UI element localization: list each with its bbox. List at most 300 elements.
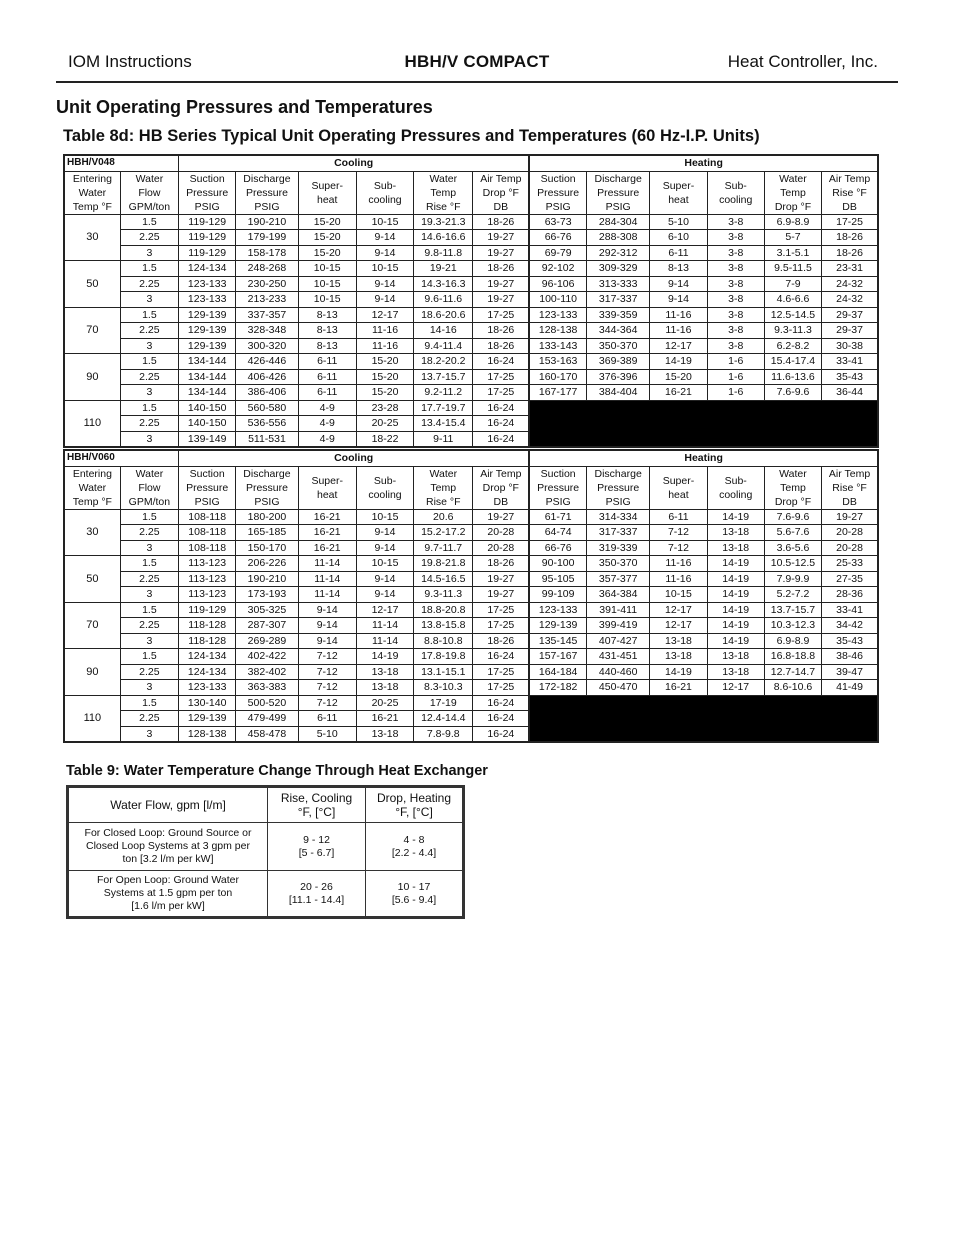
table-cell: 13-18 <box>707 664 764 680</box>
table-cell: 18-26 <box>473 323 529 339</box>
table-cell: 13-18 <box>707 525 764 541</box>
table-cell: 124-134 <box>179 261 236 277</box>
header-line: Suction <box>540 467 576 480</box>
table-cell: 3.1-5.1 <box>764 245 821 261</box>
table-cell: 33-41 <box>822 354 878 370</box>
entering-water-temp: 70 <box>64 602 120 649</box>
table-cell: 17-25 <box>473 307 529 323</box>
table-cell: 123-133 <box>529 602 586 618</box>
table-cell: 1.5 <box>120 602 178 618</box>
table-cell: 3.6-5.6 <box>764 540 821 556</box>
column-header-suction <box>179 171 236 214</box>
table-cell: 11-16 <box>650 307 707 323</box>
table-cell: 18-26 <box>822 230 878 246</box>
table-cell: 3-8 <box>707 230 764 246</box>
table-9-header-cell <box>68 787 268 823</box>
table-cell: 2.25 <box>120 618 178 634</box>
table-cell: 13-18 <box>650 633 707 649</box>
table-cell: 357-377 <box>587 571 650 587</box>
table-cell: 511-531 <box>236 431 298 447</box>
table-cell: 450-470 <box>587 680 650 696</box>
column-header-air_rise <box>822 466 878 509</box>
header-line: Suction <box>189 467 225 480</box>
column-header-superheat <box>650 171 707 214</box>
header-line: PSIG <box>194 200 220 213</box>
header-line: For Closed Loop: Ground Source or <box>84 827 252 839</box>
table-cell: 431-451 <box>587 649 650 665</box>
table-cell: 9-14 <box>650 292 707 308</box>
table-cell: 20-25 <box>356 695 413 711</box>
table-cell: 69-79 <box>529 245 586 261</box>
header-line: Temp °F <box>72 495 112 508</box>
header-line: Drop °F <box>774 200 812 213</box>
header-line: Discharge <box>243 467 291 480</box>
table-cell: 10.3-12.3 <box>764 618 821 634</box>
header-line: [5.6 - 9.4] <box>391 893 437 906</box>
table-cell: 16.8-18.8 <box>764 649 821 665</box>
table-row <box>64 323 878 339</box>
table-cell: 108-118 <box>179 540 236 556</box>
table-row <box>64 214 878 230</box>
table-cell: 19-27 <box>822 509 878 525</box>
table-cell: 9.6-11.6 <box>414 292 473 308</box>
table-cell: 12-17 <box>650 602 707 618</box>
table-cell: 20.6 <box>414 509 473 525</box>
table-cell: 3 <box>120 587 178 603</box>
header-line: Water <box>135 172 164 185</box>
header-line: Discharge <box>594 172 642 185</box>
table-cell: 350-370 <box>587 556 650 572</box>
entering-water-temp: 30 <box>64 509 120 556</box>
column-header-row <box>64 466 878 509</box>
table-cell: 13.4-15.4 <box>414 416 473 432</box>
table-cell: 14-16 <box>414 323 473 339</box>
table-cell: 6.9-8.9 <box>764 214 821 230</box>
table-cell: 140-150 <box>179 400 236 416</box>
table-cell: 9.2-11.2 <box>414 385 473 401</box>
table-cell: 20-28 <box>473 525 529 541</box>
table-cell: 12.4-14.4 <box>414 711 473 727</box>
column-header-entering_water <box>64 466 120 509</box>
table-row <box>64 649 878 665</box>
table-row <box>64 261 878 277</box>
header-line: PSIG <box>254 495 280 508</box>
table-cell: 376-396 <box>587 369 650 385</box>
table-cell: 314-334 <box>587 509 650 525</box>
header-line: Water <box>779 467 807 480</box>
table-cell: 29-37 <box>822 307 878 323</box>
table-cell: 13.7-15.7 <box>764 602 821 618</box>
header-line: °F, [°C] <box>395 805 433 819</box>
table-cell: 27-35 <box>822 571 878 587</box>
table-cell: 10-15 <box>650 587 707 603</box>
table-cell: 8-13 <box>298 323 356 339</box>
header-line: DB <box>493 200 509 213</box>
table-cell: 23-31 <box>822 261 878 277</box>
table-cell: 9-14 <box>356 525 413 541</box>
table-cell: 38-46 <box>822 649 878 665</box>
header-line: Flow <box>138 186 161 199</box>
header-line: DB <box>842 495 857 508</box>
table-cell: 13-18 <box>356 680 413 696</box>
table-cell: 1.5 <box>120 307 178 323</box>
table-cell: 9-14 <box>298 633 356 649</box>
table-cell: 382-402 <box>236 664 298 680</box>
table-cell: 19-27 <box>473 245 529 261</box>
header-line: DB <box>842 200 857 213</box>
table-cell: 19.3-21.3 <box>414 214 473 230</box>
table-cell: 11-16 <box>356 323 413 339</box>
table-cell: 128-138 <box>529 323 586 339</box>
entering-water-temp: 90 <box>64 649 120 696</box>
table-cell: 64-74 <box>529 525 586 541</box>
table-group-header-row <box>64 155 878 171</box>
table-cell: 119-129 <box>179 230 236 246</box>
header-line: PSIG <box>194 495 220 508</box>
table-cell: 1-6 <box>707 369 764 385</box>
table-cell: 16-24 <box>473 649 529 665</box>
table-cell: 134-144 <box>179 354 236 370</box>
table-cell: 4-9 <box>298 400 356 416</box>
header-line: Rise °F <box>425 495 461 508</box>
table-cell: 364-384 <box>587 587 650 603</box>
table-cell: 14-19 <box>650 664 707 680</box>
table-cell: 20-28 <box>822 525 878 541</box>
header-line: Drop °F <box>482 481 519 494</box>
table-cell: 3-8 <box>707 292 764 308</box>
table-cell: 13-18 <box>707 649 764 665</box>
header-line: Air Temp <box>828 467 871 480</box>
table-cell: 6-11 <box>298 354 356 370</box>
table-cell: 11-14 <box>298 571 356 587</box>
table-cell: 11-16 <box>650 571 707 587</box>
table-cell: 19-27 <box>473 509 529 525</box>
column-header-discharge <box>236 171 298 214</box>
table-cell: 14-19 <box>707 509 764 525</box>
table-cell: 19-27 <box>473 276 529 292</box>
table-cell: 305-325 <box>236 602 298 618</box>
table-cell: 3-8 <box>707 338 764 354</box>
table-cell: 1-6 <box>707 385 764 401</box>
table-cell: 113-123 <box>179 571 236 587</box>
header-line: [1.6 l/m per kW] <box>131 900 205 912</box>
water-temp-change-table <box>66 785 465 919</box>
table-cell: 16-21 <box>298 525 356 541</box>
table-cell: 16-21 <box>298 509 356 525</box>
table-row <box>64 385 878 401</box>
entering-water-temp: 90 <box>64 354 120 401</box>
table-cell: 9.8-11.8 <box>414 245 473 261</box>
table-cell: 287-307 <box>236 618 298 634</box>
table-cell: 7-12 <box>650 525 707 541</box>
table-cell: 11-16 <box>650 323 707 339</box>
table-cell: 11-16 <box>356 338 413 354</box>
table-9-cell <box>68 871 268 918</box>
table-cell: 230-250 <box>236 276 298 292</box>
table-cell: 10-15 <box>298 276 356 292</box>
column-header-superheat <box>298 171 356 214</box>
table-cell: 7.6-9.6 <box>764 509 821 525</box>
table-cell: 288-308 <box>587 230 650 246</box>
table-cell: 12-17 <box>650 338 707 354</box>
table-cell: 1.5 <box>120 509 178 525</box>
table-cell: 11-14 <box>356 618 413 634</box>
column-header-water_flow <box>120 171 178 214</box>
table-cell: 300-320 <box>236 338 298 354</box>
column-header-air_drop <box>473 171 529 214</box>
table-cell: 3 <box>120 245 178 261</box>
table-cell: 5-10 <box>298 726 356 742</box>
table-cell: 19.8-21.8 <box>414 556 473 572</box>
entering-water-temp: 50 <box>64 261 120 308</box>
table-cell: 6-11 <box>298 369 356 385</box>
table-cell: 399-419 <box>587 618 650 634</box>
table-row <box>64 307 878 323</box>
table-cell: 135-145 <box>529 633 586 649</box>
heating-header: Heating <box>529 450 878 466</box>
table-cell: 108-118 <box>179 525 236 541</box>
table-cell: 391-411 <box>587 602 650 618</box>
table-cell: 3 <box>120 680 178 696</box>
table-cell: 66-76 <box>529 230 586 246</box>
table-cell: 3 <box>120 292 178 308</box>
table-cell: 17-19 <box>414 695 473 711</box>
table-cell: 66-76 <box>529 540 586 556</box>
table-cell: 6-10 <box>650 230 707 246</box>
table-cell: 3 <box>120 540 178 556</box>
table-cell: 2.25 <box>120 323 178 339</box>
table-9-title: Table 9: Water Temperature Change Through Heat Exchanger <box>66 763 488 779</box>
table-cell: 2.25 <box>120 416 178 432</box>
table-cell: 3 <box>120 633 178 649</box>
header-line: Entering <box>72 172 112 185</box>
column-header-subcooling <box>707 466 764 509</box>
header-line: Entering <box>72 467 112 480</box>
table-cell: 284-304 <box>587 214 650 230</box>
table-cell: 406-426 <box>236 369 298 385</box>
header-line: Temp <box>430 186 457 199</box>
column-header-water_drop <box>764 466 821 509</box>
table-cell: 12-17 <box>356 307 413 323</box>
table-cell: 328-348 <box>236 323 298 339</box>
table-9-cell <box>366 823 464 871</box>
table-cell: 402-422 <box>236 649 298 665</box>
header-line: Temp <box>430 481 457 494</box>
table-cell: 17.7-19.7 <box>414 400 473 416</box>
table-cell: 14-19 <box>707 556 764 572</box>
header-line: Pressure <box>186 481 229 494</box>
header-line: Sub- <box>724 179 747 192</box>
table-cell: 179-199 <box>236 230 298 246</box>
header-line: PSIG <box>254 200 280 213</box>
table-cell: 8-13 <box>298 307 356 323</box>
table-cell: 7.8-9.8 <box>414 726 473 742</box>
header-line: 9 - 12 <box>303 833 330 846</box>
table-cell: 18-26 <box>473 633 529 649</box>
table-cell: 386-406 <box>236 385 298 401</box>
table-cell: 33-41 <box>822 602 878 618</box>
table-9-row <box>68 871 464 918</box>
heating-not-applicable-block <box>529 400 878 447</box>
table-cell: 12-17 <box>707 680 764 696</box>
table-cell: 9.7-11.7 <box>414 540 473 556</box>
section-title: Unit Operating Pressures and Temperatures <box>56 97 433 117</box>
header-divider <box>56 81 898 83</box>
table-cell: 34-42 <box>822 618 878 634</box>
table-cell: 17-25 <box>473 385 529 401</box>
header-line: Pressure <box>245 186 288 199</box>
table-cell: 99-109 <box>529 587 586 603</box>
table-cell: 10-15 <box>298 261 356 277</box>
header-line: Pressure <box>245 481 288 494</box>
table-cell: 16-21 <box>356 711 413 727</box>
entering-water-temp: 110 <box>64 695 120 742</box>
header-line: [5 - 6.7] <box>298 846 335 859</box>
table-cell: 190-210 <box>236 214 298 230</box>
table-cell: 14-19 <box>650 354 707 370</box>
table-9-cell <box>366 871 464 918</box>
table-cell: 9.4-11.4 <box>414 338 473 354</box>
table-9-cell <box>68 823 268 871</box>
table-cell: 14-19 <box>707 571 764 587</box>
table-cell: 123-133 <box>179 680 236 696</box>
table-cell: 13.7-15.7 <box>414 369 473 385</box>
header-line: Drop °F <box>482 186 519 199</box>
table-cell: 5-7 <box>764 230 821 246</box>
table-cell: 206-226 <box>236 556 298 572</box>
table-cell: 313-333 <box>587 276 650 292</box>
table-cell: 18-26 <box>822 245 878 261</box>
header-line: Sub- <box>373 474 397 487</box>
table-row <box>64 525 878 541</box>
column-header-entering_water <box>64 171 120 214</box>
table-cell: 317-337 <box>587 525 650 541</box>
header-line: GPM/ton <box>128 200 171 213</box>
table-cell: 2.25 <box>120 664 178 680</box>
header-company-name: Heat Controller, Inc. <box>727 52 878 71</box>
page-header <box>56 52 898 82</box>
header-line: Pressure <box>597 186 640 199</box>
table-cell: 20-25 <box>356 416 413 432</box>
table-cell: 18-26 <box>473 214 529 230</box>
table-cell: 9-14 <box>356 276 413 292</box>
table-cell: 140-150 <box>179 416 236 432</box>
table-cell: 2.25 <box>120 525 178 541</box>
table-cell: 9-14 <box>356 587 413 603</box>
table-cell: 134-144 <box>179 369 236 385</box>
cooling-header: Cooling <box>179 155 530 171</box>
table-row <box>64 633 878 649</box>
table-row <box>64 571 878 587</box>
table-cell: 6-11 <box>298 711 356 727</box>
table-cell: 15-20 <box>298 245 356 261</box>
table-row <box>64 230 878 246</box>
header-line: DB <box>493 495 509 508</box>
header-line: Temp °F <box>72 200 112 213</box>
header-left-text: IOM Instructions <box>68 52 192 71</box>
table-cell: 30-38 <box>822 338 878 354</box>
table-cell: 124-134 <box>179 649 236 665</box>
table-cell: 35-43 <box>822 633 878 649</box>
column-header-water_rise <box>414 466 473 509</box>
table-cell: 6.9-8.9 <box>764 633 821 649</box>
header-line: Sub- <box>373 179 397 192</box>
table-cell: 16-24 <box>473 416 529 432</box>
table-cell: 61-71 <box>529 509 586 525</box>
table-cell: 12-17 <box>356 602 413 618</box>
table-cell: 2.25 <box>120 711 178 727</box>
table-row <box>64 540 878 556</box>
table-cell: 14.6-16.6 <box>414 230 473 246</box>
table-cell: 15-20 <box>298 230 356 246</box>
table-cell: 123-133 <box>529 307 586 323</box>
table-cell: 3-8 <box>707 323 764 339</box>
table-row <box>64 556 878 572</box>
table-cell: 2.25 <box>120 571 178 587</box>
header-line: Super- <box>662 179 695 192</box>
header-line: Discharge <box>594 467 642 480</box>
table-cell: 164-184 <box>529 664 586 680</box>
table-row <box>64 602 878 618</box>
table-cell: 17-25 <box>473 369 529 385</box>
table-cell: 8-13 <box>650 261 707 277</box>
table-cell: 19-27 <box>473 587 529 603</box>
table-cell: 63-73 <box>529 214 586 230</box>
table-cell: 23-28 <box>356 400 413 416</box>
table-row <box>64 369 878 385</box>
table-cell: 130-140 <box>179 695 236 711</box>
table-row <box>64 400 878 416</box>
table-cell: 118-128 <box>179 633 236 649</box>
table-cell: 158-178 <box>236 245 298 261</box>
header-line: Water <box>429 467 458 480</box>
table-8d-title: Table 8d: HB Series Typical Unit Operating Pressures and Temperatures (60 Hz-I.P. Units) <box>63 127 760 145</box>
table-cell: 17-25 <box>473 602 529 618</box>
column-header-air_drop <box>473 466 529 509</box>
header-line: Water <box>78 481 107 494</box>
header-line: cooling <box>368 488 402 501</box>
table-cell: 10-15 <box>356 261 413 277</box>
operating-table-060 <box>63 449 879 743</box>
table-row <box>64 664 878 680</box>
table-cell: 19-27 <box>473 292 529 308</box>
entering-water-temp: 110 <box>64 400 120 447</box>
column-header-superheat <box>298 466 356 509</box>
table-cell: 6-11 <box>650 245 707 261</box>
header-line: °F, [°C] <box>297 805 336 819</box>
table-cell: 5.2-7.2 <box>764 587 821 603</box>
header-line: Rise °F <box>832 481 867 494</box>
table-cell: 157-167 <box>529 649 586 665</box>
table-cell: 14-19 <box>707 618 764 634</box>
header-line: Rise °F <box>425 200 461 213</box>
header-line: PSIG <box>605 200 631 213</box>
header-line: PSIG <box>605 495 631 508</box>
table-cell: 16-21 <box>298 540 356 556</box>
table-cell: 35-43 <box>822 369 878 385</box>
table-cell: 458-478 <box>236 726 298 742</box>
header-line: Pressure <box>537 481 580 494</box>
table-cell: 16-24 <box>473 711 529 727</box>
column-header-row <box>64 171 878 214</box>
table-row <box>64 354 878 370</box>
table-cell: 3 <box>120 338 178 354</box>
table-cell: 536-556 <box>236 416 298 432</box>
header-line: Air Temp <box>828 172 871 185</box>
header-line: 20 - 26 <box>300 880 333 893</box>
table-cell: 113-123 <box>179 556 236 572</box>
table-cell: 3 <box>120 385 178 401</box>
